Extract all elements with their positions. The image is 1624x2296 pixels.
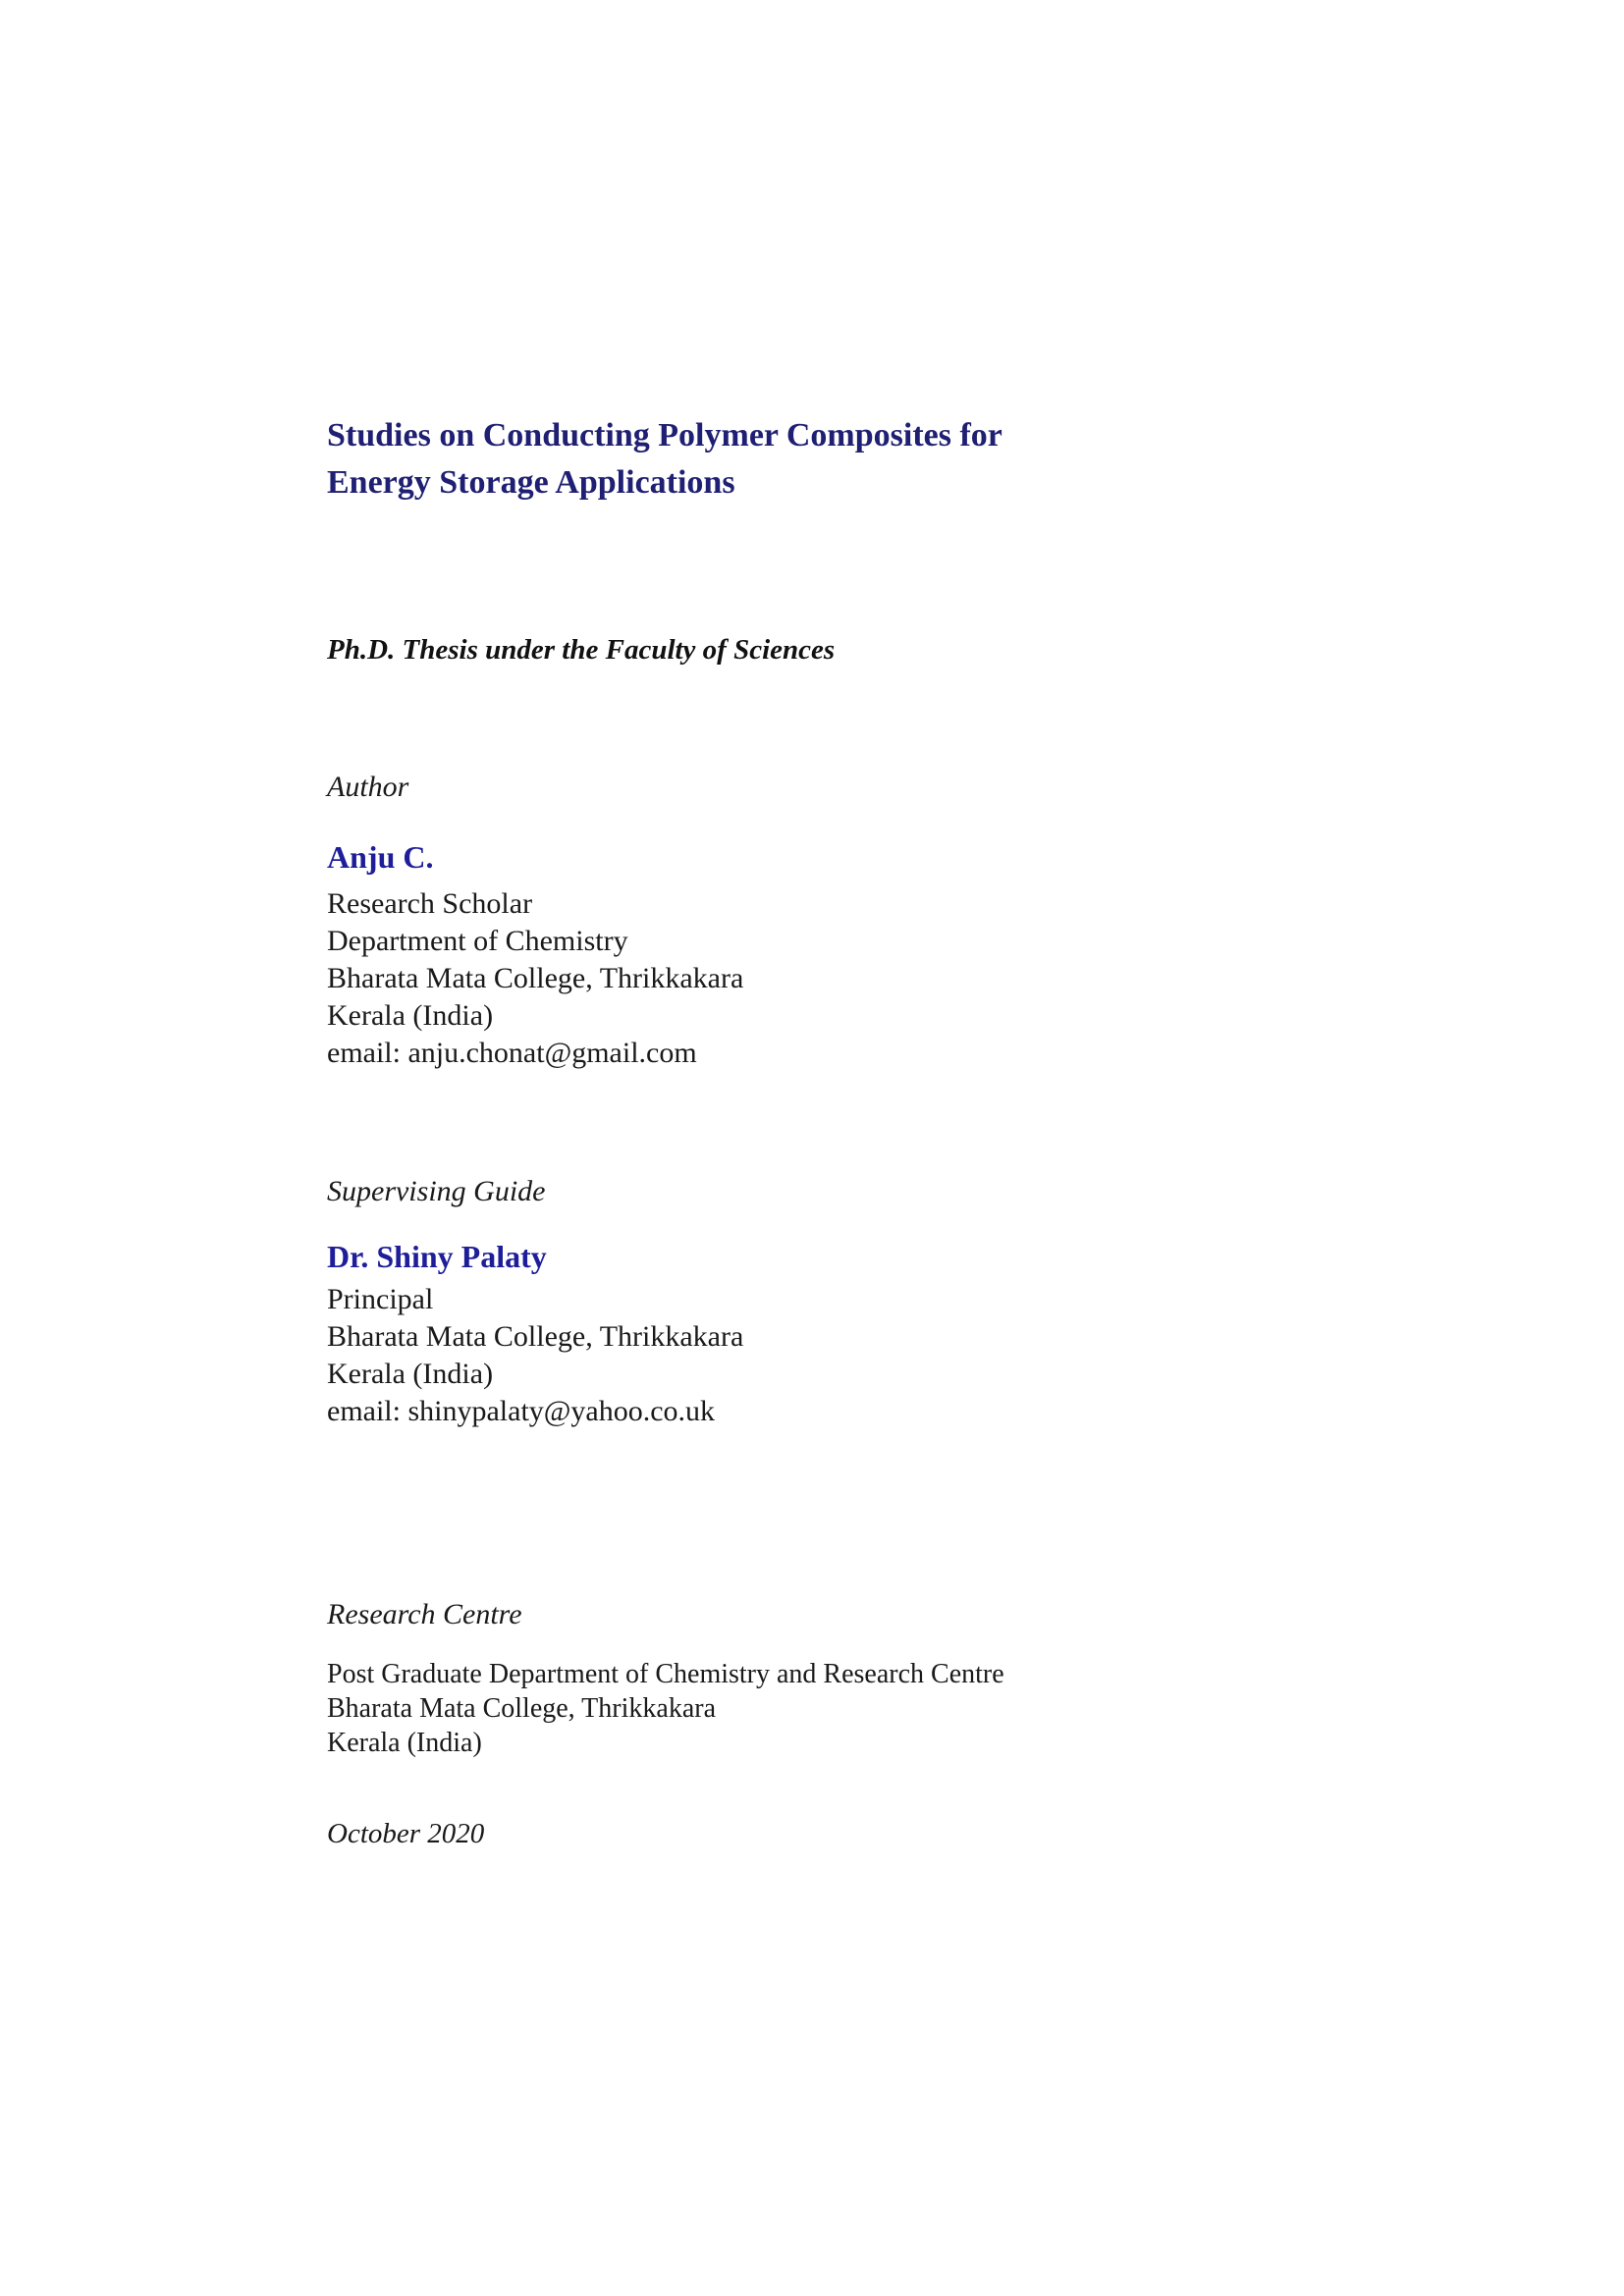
research-centre-details bbox=[327, 1657, 1004, 1760]
thesis-subtitle: Ph.D. Thesis under the Faculty of Sciences bbox=[327, 634, 836, 666]
research-centre-label: Research Centre bbox=[327, 1598, 522, 1630]
thesis-title-line-1: Studies on Conducting Polymer Composites for bbox=[327, 417, 1002, 454]
thesis-title bbox=[327, 412, 1002, 507]
author-designation: Research Scholar bbox=[327, 887, 533, 920]
author-department: Department of Chemistry bbox=[327, 925, 628, 957]
guide-name: Dr. Shiny Palaty bbox=[327, 1239, 547, 1274]
research-centre-college: Bharata Mata College, Thrikkakara bbox=[327, 1693, 716, 1724]
guide-label: Supervising Guide bbox=[327, 1175, 546, 1207]
author-location: Kerala (India) bbox=[327, 999, 494, 1032]
submission-date: October 2020 bbox=[327, 1818, 485, 1849]
guide-location: Kerala (India) bbox=[327, 1358, 494, 1390]
guide-designation: Principal bbox=[327, 1283, 434, 1315]
author-label: Author bbox=[327, 771, 409, 803]
thesis-title-line-2: Energy Storage Applications bbox=[327, 464, 735, 501]
author-email: email: anju.chonat@gmail.com bbox=[327, 1037, 697, 1069]
guide-details bbox=[327, 1281, 743, 1430]
guide-college: Bharata Mata College, Thrikkakara bbox=[327, 1320, 744, 1353]
guide-email: email: shinypalaty@yahoo.co.uk bbox=[327, 1395, 716, 1427]
research-centre-location: Kerala (India) bbox=[327, 1728, 482, 1758]
research-centre-department: Post Graduate Department of Chemistry and Research Centre bbox=[327, 1659, 1004, 1689]
author-name: Anju C. bbox=[327, 839, 434, 875]
author-details bbox=[327, 885, 743, 1072]
author-college: Bharata Mata College, Thrikkakara bbox=[327, 962, 744, 994]
